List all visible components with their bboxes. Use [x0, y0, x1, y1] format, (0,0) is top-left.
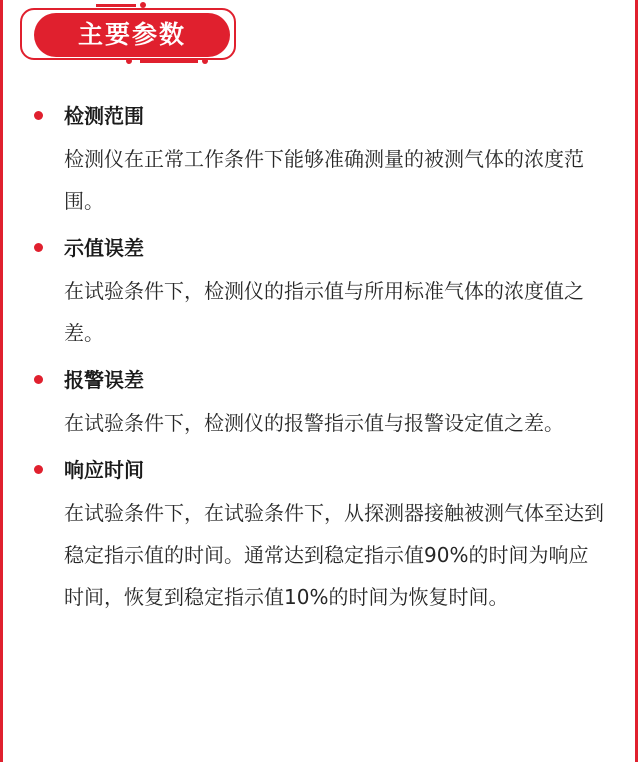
- bullet-dot: [34, 243, 43, 252]
- item-title: 检测范围: [64, 104, 144, 128]
- bullet-dot: [34, 375, 43, 384]
- item-description: 在试验条件下，检测仪的报警指示值与报警设定值之差。: [64, 411, 564, 435]
- badge-top-dot: [140, 2, 146, 8]
- bullet-dot: [34, 111, 43, 120]
- list-item: [0, 228, 638, 354]
- badge-bottom-dot-left: [126, 58, 132, 64]
- list-item: [0, 360, 638, 444]
- bullet-dot: [34, 465, 43, 474]
- badge-top-bar: [96, 4, 136, 7]
- item-description: 在试验条件下，在试验条件下，从探测器接触被测气体至达到稳定指示值的时间。通常达到稳定指示值90%的时间为响应时间，恢复到稳定指示值10%的时间为恢复时间。: [64, 501, 604, 609]
- section-title: 主要参数: [77, 20, 186, 49]
- item-description: 检测仪在正常工作条件下能够准确测量的被测气体的浓度范围。: [64, 147, 584, 213]
- list-item: [0, 96, 638, 222]
- item-title: 示值误差: [64, 236, 144, 260]
- item-description: 在试验条件下，检测仪的指示值与所用标准气体的浓度值之差。: [64, 279, 584, 345]
- item-title: 响应时间: [64, 458, 144, 482]
- badge-bottom-bar: [140, 60, 198, 63]
- item-title: 报警误差: [64, 368, 144, 392]
- list-item: [0, 450, 638, 618]
- parameter-list: [0, 96, 638, 624]
- badge-bottom-dot-right: [202, 58, 208, 64]
